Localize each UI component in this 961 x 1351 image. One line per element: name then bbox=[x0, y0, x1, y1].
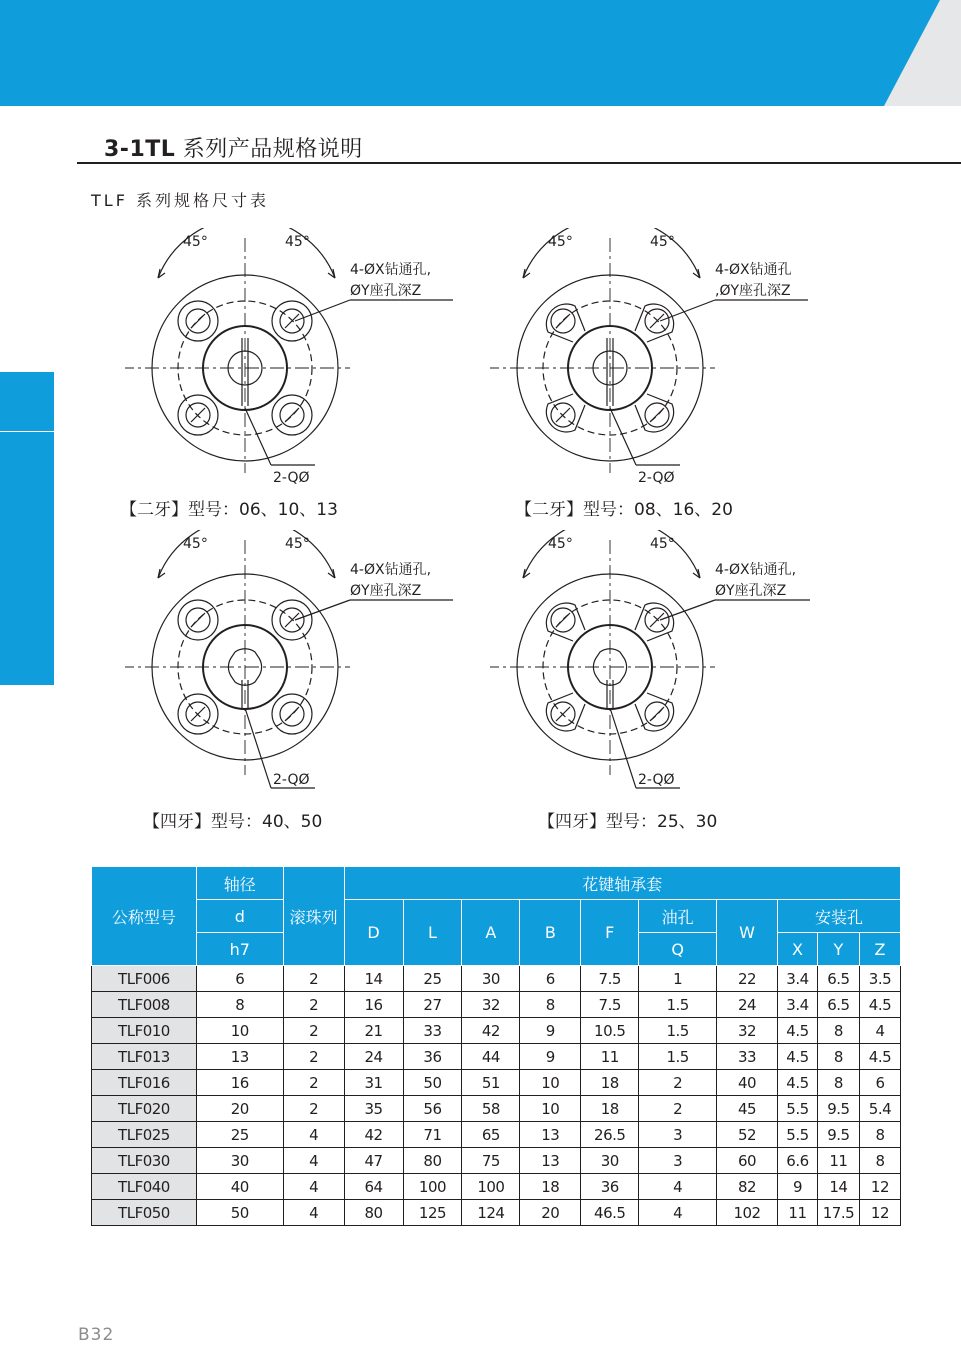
table-cell: 14 bbox=[817, 1174, 859, 1200]
table-cell: 9.5 bbox=[817, 1096, 859, 1122]
table-cell: 64 bbox=[344, 1174, 403, 1200]
table-cell: 24 bbox=[344, 1044, 403, 1070]
table-cell: 9 bbox=[520, 1018, 581, 1044]
table-cell: 40 bbox=[717, 1070, 778, 1096]
table-row bbox=[92, 966, 901, 992]
table-cell: 12 bbox=[859, 1200, 900, 1226]
table-cell: 32 bbox=[717, 1018, 778, 1044]
col-header-model: 公称型号 bbox=[92, 867, 197, 966]
keys-label: 2-QØ bbox=[273, 772, 310, 788]
table-cell: 1 bbox=[639, 966, 717, 992]
table-cell: 56 bbox=[403, 1096, 462, 1122]
table-cell: 50 bbox=[403, 1070, 462, 1096]
col-header-shaft-h7: h7 bbox=[196, 933, 283, 966]
table-cell: 22 bbox=[717, 966, 778, 992]
table-cell: 6 bbox=[859, 1070, 900, 1096]
table-cell: 60 bbox=[717, 1148, 778, 1174]
table-cell: 8 bbox=[817, 1044, 859, 1070]
model-cell: TLF030 bbox=[92, 1148, 197, 1174]
table-cell: 30 bbox=[196, 1148, 283, 1174]
table-cell: 20 bbox=[520, 1200, 581, 1226]
table-cell: 47 bbox=[344, 1148, 403, 1174]
table-cell: 10.5 bbox=[581, 1018, 639, 1044]
table-cell: 12 bbox=[859, 1174, 900, 1200]
angle-right-label: 45° bbox=[650, 536, 675, 552]
table-cell: 42 bbox=[462, 1018, 520, 1044]
caption-two-keys-b: 【二牙】型号：08、16、20 bbox=[515, 500, 733, 520]
table-cell: 3.4 bbox=[778, 992, 818, 1018]
table-cell: 3.5 bbox=[859, 966, 900, 992]
table-cell: 24 bbox=[717, 992, 778, 1018]
table-cell: 2 bbox=[283, 992, 344, 1018]
col-header-balls: 滚珠列 bbox=[283, 867, 344, 966]
col-header-Y: Y bbox=[817, 933, 859, 966]
table-cell: 50 bbox=[196, 1200, 283, 1226]
table-cell: 100 bbox=[462, 1174, 520, 1200]
table-cell: 5.5 bbox=[778, 1096, 818, 1122]
table-cell: 14 bbox=[344, 966, 403, 992]
table-cell: 7.5 bbox=[581, 992, 639, 1018]
table-cell: 4.5 bbox=[778, 1070, 818, 1096]
model-cell: TLF025 bbox=[92, 1122, 197, 1148]
table-cell: 4.5 bbox=[778, 1044, 818, 1070]
table-cell: 80 bbox=[344, 1200, 403, 1226]
col-header-X: X bbox=[778, 933, 818, 966]
table-cell: 125 bbox=[403, 1200, 462, 1226]
title-rule bbox=[77, 162, 961, 164]
sub-title: TLF 系列规格尺寸表 bbox=[91, 191, 269, 210]
hole-label-line2: ØY座孔深Z bbox=[350, 583, 422, 599]
table-row bbox=[92, 1070, 901, 1096]
col-header-D: D bbox=[344, 900, 403, 966]
table-cell: 26.5 bbox=[581, 1122, 639, 1148]
table-cell: 4 bbox=[283, 1200, 344, 1226]
table-cell: 9 bbox=[520, 1044, 581, 1070]
model-cell: TLF006 bbox=[92, 966, 197, 992]
table-cell: 10 bbox=[520, 1096, 581, 1122]
table-cell: 6.5 bbox=[817, 992, 859, 1018]
section-title bbox=[104, 132, 363, 163]
table-cell: 8 bbox=[859, 1148, 900, 1174]
angle-left-label: 45° bbox=[183, 234, 208, 250]
table-cell: 58 bbox=[462, 1096, 520, 1122]
col-header-Q: Q bbox=[639, 933, 717, 966]
table-cell: 4.5 bbox=[778, 1018, 818, 1044]
model-cell: TLF008 bbox=[92, 992, 197, 1018]
table-cell: 1.5 bbox=[639, 1018, 717, 1044]
table-cell: 17.5 bbox=[817, 1200, 859, 1226]
table-cell: 8 bbox=[520, 992, 581, 1018]
table-cell: 1.5 bbox=[639, 1044, 717, 1070]
col-header-A: A bbox=[462, 900, 520, 966]
hole-label-line2: ØY座孔深Z bbox=[350, 283, 422, 299]
col-header-mount: 安装孔 bbox=[778, 900, 901, 933]
table-cell: 10 bbox=[520, 1070, 581, 1096]
table-cell: 4 bbox=[283, 1174, 344, 1200]
table-cell: 46.5 bbox=[581, 1200, 639, 1226]
table-cell: 52 bbox=[717, 1122, 778, 1148]
col-header-W: W bbox=[717, 900, 778, 966]
table-cell: 36 bbox=[581, 1174, 639, 1200]
table-cell: 65 bbox=[462, 1122, 520, 1148]
table-cell: 27 bbox=[403, 992, 462, 1018]
table-row bbox=[92, 1122, 901, 1148]
table-cell: 35 bbox=[344, 1096, 403, 1122]
table-cell: 4.5 bbox=[859, 992, 900, 1018]
table-cell: 102 bbox=[717, 1200, 778, 1226]
model-cell: TLF016 bbox=[92, 1070, 197, 1096]
table-cell: 124 bbox=[462, 1200, 520, 1226]
table-cell: 31 bbox=[344, 1070, 403, 1096]
angle-right-label: 45° bbox=[650, 234, 675, 250]
table-cell: 80 bbox=[403, 1148, 462, 1174]
table-cell: 44 bbox=[462, 1044, 520, 1070]
table-cell: 8 bbox=[859, 1122, 900, 1148]
table-cell: 2 bbox=[283, 1044, 344, 1070]
table-cell: 16 bbox=[196, 1070, 283, 1096]
table-cell: 4 bbox=[639, 1174, 717, 1200]
model-cell: TLF020 bbox=[92, 1096, 197, 1122]
table-row bbox=[92, 1044, 901, 1070]
keys-label: 2-QØ bbox=[638, 470, 675, 486]
table-cell: 8 bbox=[817, 1018, 859, 1044]
table-cell: 5.4 bbox=[859, 1096, 900, 1122]
col-header-shaft-d: d bbox=[196, 900, 283, 933]
drawing-four-keys-flanged bbox=[490, 530, 820, 798]
table-cell: 11 bbox=[581, 1044, 639, 1070]
table-cell: 51 bbox=[462, 1070, 520, 1096]
table-cell: 2 bbox=[283, 1018, 344, 1044]
table-cell: 25 bbox=[196, 1122, 283, 1148]
angle-left-label: 45° bbox=[548, 234, 573, 250]
table-cell: 3 bbox=[639, 1148, 717, 1174]
side-tab bbox=[0, 372, 54, 685]
table-cell: 11 bbox=[817, 1148, 859, 1174]
hole-label-line2: ,ØY座孔深Z bbox=[715, 283, 791, 299]
table-cell: 4 bbox=[859, 1018, 900, 1044]
table-cell: 100 bbox=[403, 1174, 462, 1200]
table-cell: 36 bbox=[403, 1044, 462, 1070]
table-cell: 4 bbox=[283, 1148, 344, 1174]
model-cell: TLF010 bbox=[92, 1018, 197, 1044]
section-title-prefix: 3-1TL bbox=[104, 137, 176, 162]
table-cell: 1.5 bbox=[639, 992, 717, 1018]
table-row bbox=[92, 1096, 901, 1122]
table-cell: 16 bbox=[344, 992, 403, 1018]
table-cell: 21 bbox=[344, 1018, 403, 1044]
table-cell: 30 bbox=[581, 1148, 639, 1174]
col-header-B: B bbox=[520, 900, 581, 966]
col-header-oil: 油孔 bbox=[639, 900, 717, 933]
table-cell: 2 bbox=[283, 1096, 344, 1122]
side-tab-divider bbox=[0, 431, 54, 432]
table-row bbox=[92, 1018, 901, 1044]
table-cell: 33 bbox=[403, 1018, 462, 1044]
table-cell: 6.6 bbox=[778, 1148, 818, 1174]
table-cell: 75 bbox=[462, 1148, 520, 1174]
spec-table bbox=[91, 866, 901, 1226]
col-header-Z: Z bbox=[859, 933, 900, 966]
model-cell: TLF050 bbox=[92, 1200, 197, 1226]
angle-right-label: 45° bbox=[285, 234, 310, 250]
table-cell: 25 bbox=[403, 966, 462, 992]
angle-left-label: 45° bbox=[183, 536, 208, 552]
table-cell: 18 bbox=[581, 1070, 639, 1096]
table-cell: 18 bbox=[581, 1096, 639, 1122]
table-cell: 8 bbox=[817, 1070, 859, 1096]
table-cell: 7.5 bbox=[581, 966, 639, 992]
hole-label-line1: 4-ØX钻通孔 bbox=[715, 262, 792, 278]
drawing-two-keys-round bbox=[125, 228, 455, 496]
spec-table-body bbox=[92, 966, 901, 1226]
table-row bbox=[92, 1200, 901, 1226]
model-cell: TLF040 bbox=[92, 1174, 197, 1200]
table-cell: 8 bbox=[196, 992, 283, 1018]
table-cell: 4.5 bbox=[859, 1044, 900, 1070]
table-cell: 2 bbox=[283, 1070, 344, 1096]
table-cell: 20 bbox=[196, 1096, 283, 1122]
table-cell: 4 bbox=[639, 1200, 717, 1226]
table-cell: 3 bbox=[639, 1122, 717, 1148]
page-number: B32 bbox=[78, 1325, 115, 1345]
table-cell: 71 bbox=[403, 1122, 462, 1148]
table-cell: 6 bbox=[196, 966, 283, 992]
table-cell: 33 bbox=[717, 1044, 778, 1070]
table-cell: 9.5 bbox=[817, 1122, 859, 1148]
table-cell: 32 bbox=[462, 992, 520, 1018]
table-cell: 10 bbox=[196, 1018, 283, 1044]
table-cell: 5.5 bbox=[778, 1122, 818, 1148]
table-cell: 45 bbox=[717, 1096, 778, 1122]
hole-label-line1: 4-ØX钻通孔, bbox=[715, 562, 797, 578]
table-cell: 40 bbox=[196, 1174, 283, 1200]
table-cell: 4 bbox=[283, 1122, 344, 1148]
table-cell: 2 bbox=[639, 1096, 717, 1122]
model-cell: TLF013 bbox=[92, 1044, 197, 1070]
table-cell: 13 bbox=[520, 1148, 581, 1174]
col-header-F: F bbox=[581, 900, 639, 966]
table-cell: 13 bbox=[196, 1044, 283, 1070]
col-header-sleeve: 花键轴承套 bbox=[344, 867, 900, 900]
table-row bbox=[92, 1148, 901, 1174]
caption-four-keys-a: 【四牙】型号：40、50 bbox=[143, 812, 323, 832]
top-banner bbox=[0, 0, 961, 106]
caption-two-keys-a: 【二牙】型号：06、10、13 bbox=[120, 500, 338, 520]
table-cell: 82 bbox=[717, 1174, 778, 1200]
table-cell: 13 bbox=[520, 1122, 581, 1148]
hole-label-line1: 4-ØX钻通孔, bbox=[350, 262, 432, 278]
table-row bbox=[92, 992, 901, 1018]
table-cell: 6.5 bbox=[817, 966, 859, 992]
section-title-text: 系列产品规格说明 bbox=[175, 137, 363, 162]
table-cell: 3.4 bbox=[778, 966, 818, 992]
drawing-two-keys-flanged bbox=[490, 228, 820, 496]
table-cell: 11 bbox=[778, 1200, 818, 1226]
col-header-L: L bbox=[403, 900, 462, 966]
table-cell: 6 bbox=[520, 966, 581, 992]
drawing-four-keys-round bbox=[125, 530, 455, 798]
hole-label-line1: 4-ØX钻通孔, bbox=[350, 562, 432, 578]
table-cell: 2 bbox=[639, 1070, 717, 1096]
table-cell: 42 bbox=[344, 1122, 403, 1148]
angle-right-label: 45° bbox=[285, 536, 310, 552]
table-cell: 18 bbox=[520, 1174, 581, 1200]
table-row bbox=[92, 1174, 901, 1200]
keys-label: 2-QØ bbox=[273, 470, 310, 486]
hole-label-line2: ØY座孔深Z bbox=[715, 583, 787, 599]
table-cell: 30 bbox=[462, 966, 520, 992]
caption-four-keys-b: 【四牙】型号：25、30 bbox=[538, 812, 718, 832]
table-cell: 2 bbox=[283, 966, 344, 992]
table-cell: 9 bbox=[778, 1174, 818, 1200]
angle-left-label: 45° bbox=[548, 536, 573, 552]
col-header-shaft: 轴径 bbox=[196, 867, 283, 900]
keys-label: 2-QØ bbox=[638, 772, 675, 788]
